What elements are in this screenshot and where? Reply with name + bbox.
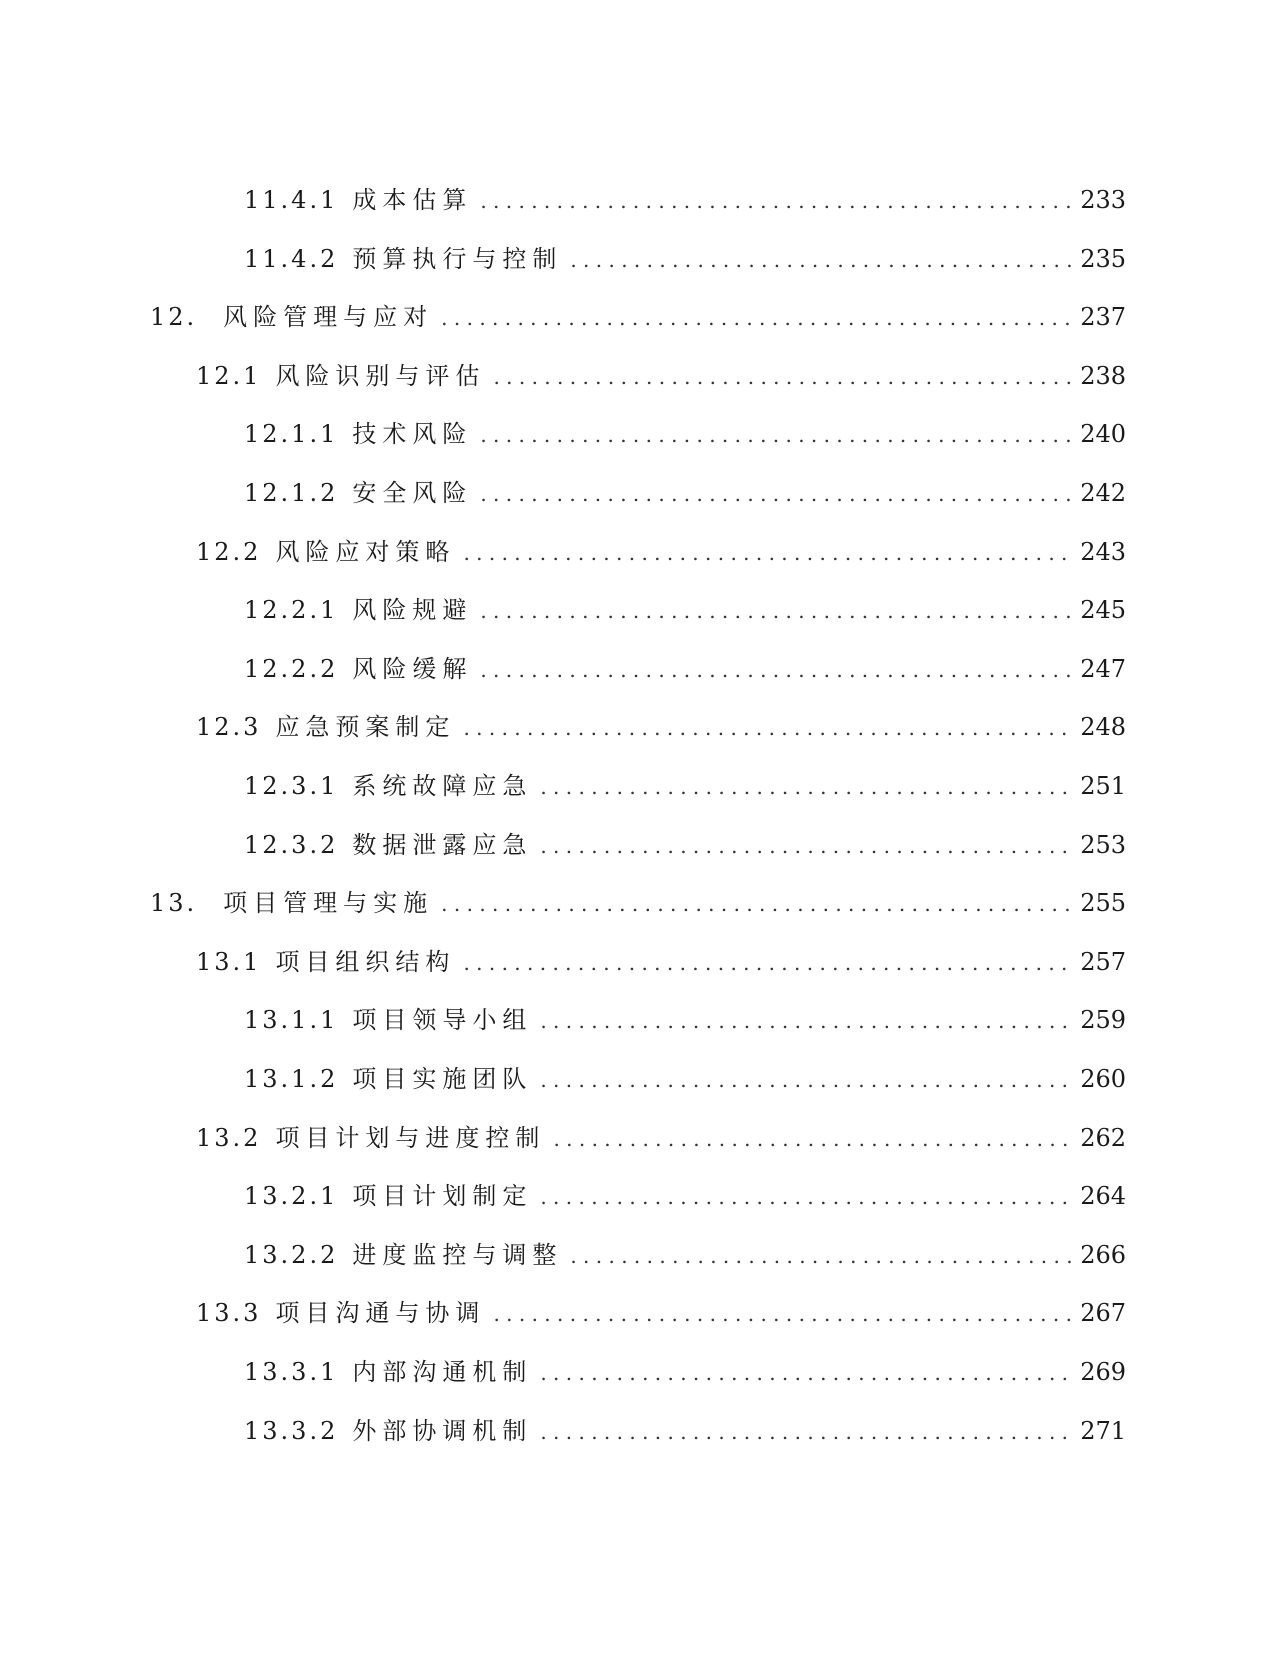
toc-entry-page-number: 235 xyxy=(1080,245,1126,273)
toc-entry[interactable] xyxy=(244,1176,1126,1216)
toc-entry-number: 13.1.1 xyxy=(244,1006,339,1034)
toc-entry[interactable] xyxy=(150,883,1126,923)
dot-leader xyxy=(540,1420,1074,1444)
toc-entry-number: 13.3 xyxy=(196,1299,262,1327)
toc-entry-number: 11.4.1 xyxy=(244,186,339,214)
toc-entry-title: 项目沟通与协调 xyxy=(275,1299,486,1327)
dot-leader xyxy=(441,306,1074,330)
toc-entry-title: 技术风险 xyxy=(352,420,473,448)
toc-entry-title: 风险缓解 xyxy=(352,655,473,683)
dot-leader xyxy=(553,1127,1074,1151)
toc-entry-title: 风险识别与评估 xyxy=(275,362,486,390)
toc-entry-page-number: 267 xyxy=(1080,1299,1126,1327)
toc-entry[interactable] xyxy=(244,473,1126,513)
dot-leader xyxy=(540,1009,1074,1033)
dot-leader xyxy=(480,482,1074,506)
toc-entry-title: 风险规避 xyxy=(352,596,473,624)
toc-entry[interactable] xyxy=(196,707,1126,747)
dot-leader xyxy=(540,1185,1074,1209)
toc-entry[interactable] xyxy=(244,1059,1126,1099)
dot-leader xyxy=(480,189,1074,213)
toc-entry-number: 13.2 xyxy=(196,1124,262,1152)
toc-entry-title: 应急预案制定 xyxy=(275,713,456,741)
toc-entry[interactable] xyxy=(244,239,1126,279)
toc-entry-page-number: 247 xyxy=(1080,655,1126,683)
toc-entry-number: 12.3 xyxy=(196,713,262,741)
toc-entry-title: 安全风险 xyxy=(352,479,473,507)
dot-leader xyxy=(441,892,1074,916)
toc-entry[interactable] xyxy=(244,825,1126,865)
toc-entry-page-number: 238 xyxy=(1080,362,1126,390)
dot-leader xyxy=(480,423,1074,447)
dot-leader xyxy=(540,775,1074,799)
dot-leader xyxy=(480,599,1074,623)
toc-entry-page-number: 251 xyxy=(1080,772,1126,800)
toc-entry-title: 数据泄露应急 xyxy=(352,831,533,859)
toc-entry-number: 13.3.2 xyxy=(244,1417,339,1445)
toc-entry-title: 风险管理与应对 xyxy=(223,303,434,331)
toc-entry-title: 项目计划制定 xyxy=(352,1182,533,1210)
toc-entry-number: 11.4.2 xyxy=(244,245,339,273)
toc-entry-title: 进度监控与调整 xyxy=(352,1241,563,1269)
toc-entry-number: 12. xyxy=(150,303,198,331)
toc-entry[interactable] xyxy=(196,532,1126,572)
toc-entry-title: 项目组织结构 xyxy=(275,948,456,976)
toc-entry-number: 12.1.2 xyxy=(244,479,339,507)
toc-entry-title: 项目计划与进度控制 xyxy=(275,1124,546,1152)
toc-entry-title: 项目管理与实施 xyxy=(223,889,434,917)
toc-entry-number: 13.1 xyxy=(196,948,262,976)
toc-entry-page-number: 259 xyxy=(1080,1006,1126,1034)
toc-entry-page-number: 245 xyxy=(1080,596,1126,624)
toc-entry-number: 13.1.2 xyxy=(244,1065,339,1093)
toc-entry-number: 12.1.1 xyxy=(244,420,339,448)
dot-leader xyxy=(570,1244,1074,1268)
toc-entry-title: 系统故障应急 xyxy=(352,772,533,800)
toc-entry-page-number: 264 xyxy=(1080,1182,1126,1210)
toc-entry-title: 内部沟通机制 xyxy=(352,1358,533,1386)
toc-entry-number: 13. xyxy=(150,889,198,917)
toc-entry-title: 外部协调机制 xyxy=(352,1417,533,1445)
toc-entry-page-number: 269 xyxy=(1080,1358,1126,1386)
toc-entry[interactable] xyxy=(244,766,1126,806)
toc-entry-page-number: 243 xyxy=(1080,538,1126,566)
toc-entry-number: 13.2.2 xyxy=(244,1241,339,1269)
toc-entry-number: 12.1 xyxy=(196,362,262,390)
dot-leader xyxy=(540,1361,1074,1385)
toc-entry-page-number: 253 xyxy=(1080,831,1126,859)
dot-leader xyxy=(463,541,1074,565)
toc-entry-page-number: 242 xyxy=(1080,479,1126,507)
toc-entry[interactable] xyxy=(244,1411,1126,1451)
toc-entry-title: 风险应对策略 xyxy=(275,538,456,566)
toc-entry[interactable] xyxy=(244,1000,1126,1040)
toc-entry[interactable] xyxy=(150,297,1126,337)
toc-entry[interactable] xyxy=(196,1118,1126,1158)
toc-entry[interactable] xyxy=(196,356,1126,396)
toc-entry-page-number: 248 xyxy=(1080,713,1126,741)
toc-entry-title: 预算执行与控制 xyxy=(352,245,563,273)
toc-entry-page-number: 262 xyxy=(1080,1124,1126,1152)
toc-entry[interactable] xyxy=(244,414,1126,454)
toc-entry[interactable] xyxy=(244,1352,1126,1392)
toc-entry[interactable] xyxy=(244,649,1126,689)
toc-entry-page-number: 233 xyxy=(1080,186,1126,214)
toc-entry[interactable] xyxy=(244,180,1126,220)
toc-entry[interactable] xyxy=(196,942,1126,982)
toc-entry-page-number: 257 xyxy=(1080,948,1126,976)
toc-entry-page-number: 255 xyxy=(1080,889,1126,917)
toc-entry-title: 项目领导小组 xyxy=(352,1006,533,1034)
toc-entry-page-number: 237 xyxy=(1080,303,1126,331)
dot-leader xyxy=(570,248,1074,272)
toc-entry-title: 项目实施团队 xyxy=(352,1065,533,1093)
toc-entry-page-number: 260 xyxy=(1080,1065,1126,1093)
toc-entry-number: 13.3.1 xyxy=(244,1358,339,1386)
dot-leader xyxy=(540,1068,1074,1092)
toc-entry-page-number: 271 xyxy=(1080,1417,1126,1445)
toc-entry[interactable] xyxy=(244,1235,1126,1275)
dot-leader xyxy=(463,716,1074,740)
dot-leader xyxy=(493,365,1074,389)
toc-entry-number: 12.3.1 xyxy=(244,772,339,800)
dot-leader xyxy=(463,951,1074,975)
toc-entry-page-number: 240 xyxy=(1080,420,1126,448)
toc-entry-page-number: 266 xyxy=(1080,1241,1126,1269)
toc-entry-number: 12.2.1 xyxy=(244,596,339,624)
dot-leader xyxy=(540,834,1074,858)
toc-entry-title: 成本估算 xyxy=(352,186,473,214)
dot-leader xyxy=(493,1302,1074,1326)
toc-entry[interactable] xyxy=(244,590,1126,630)
toc-entry-number: 12.2.2 xyxy=(244,655,339,683)
toc-entry-number: 12.2 xyxy=(196,538,262,566)
dot-leader xyxy=(480,658,1074,682)
toc-entry-number: 12.3.2 xyxy=(244,831,339,859)
toc-entry[interactable] xyxy=(196,1293,1126,1333)
toc-entry-number: 13.2.1 xyxy=(244,1182,339,1210)
